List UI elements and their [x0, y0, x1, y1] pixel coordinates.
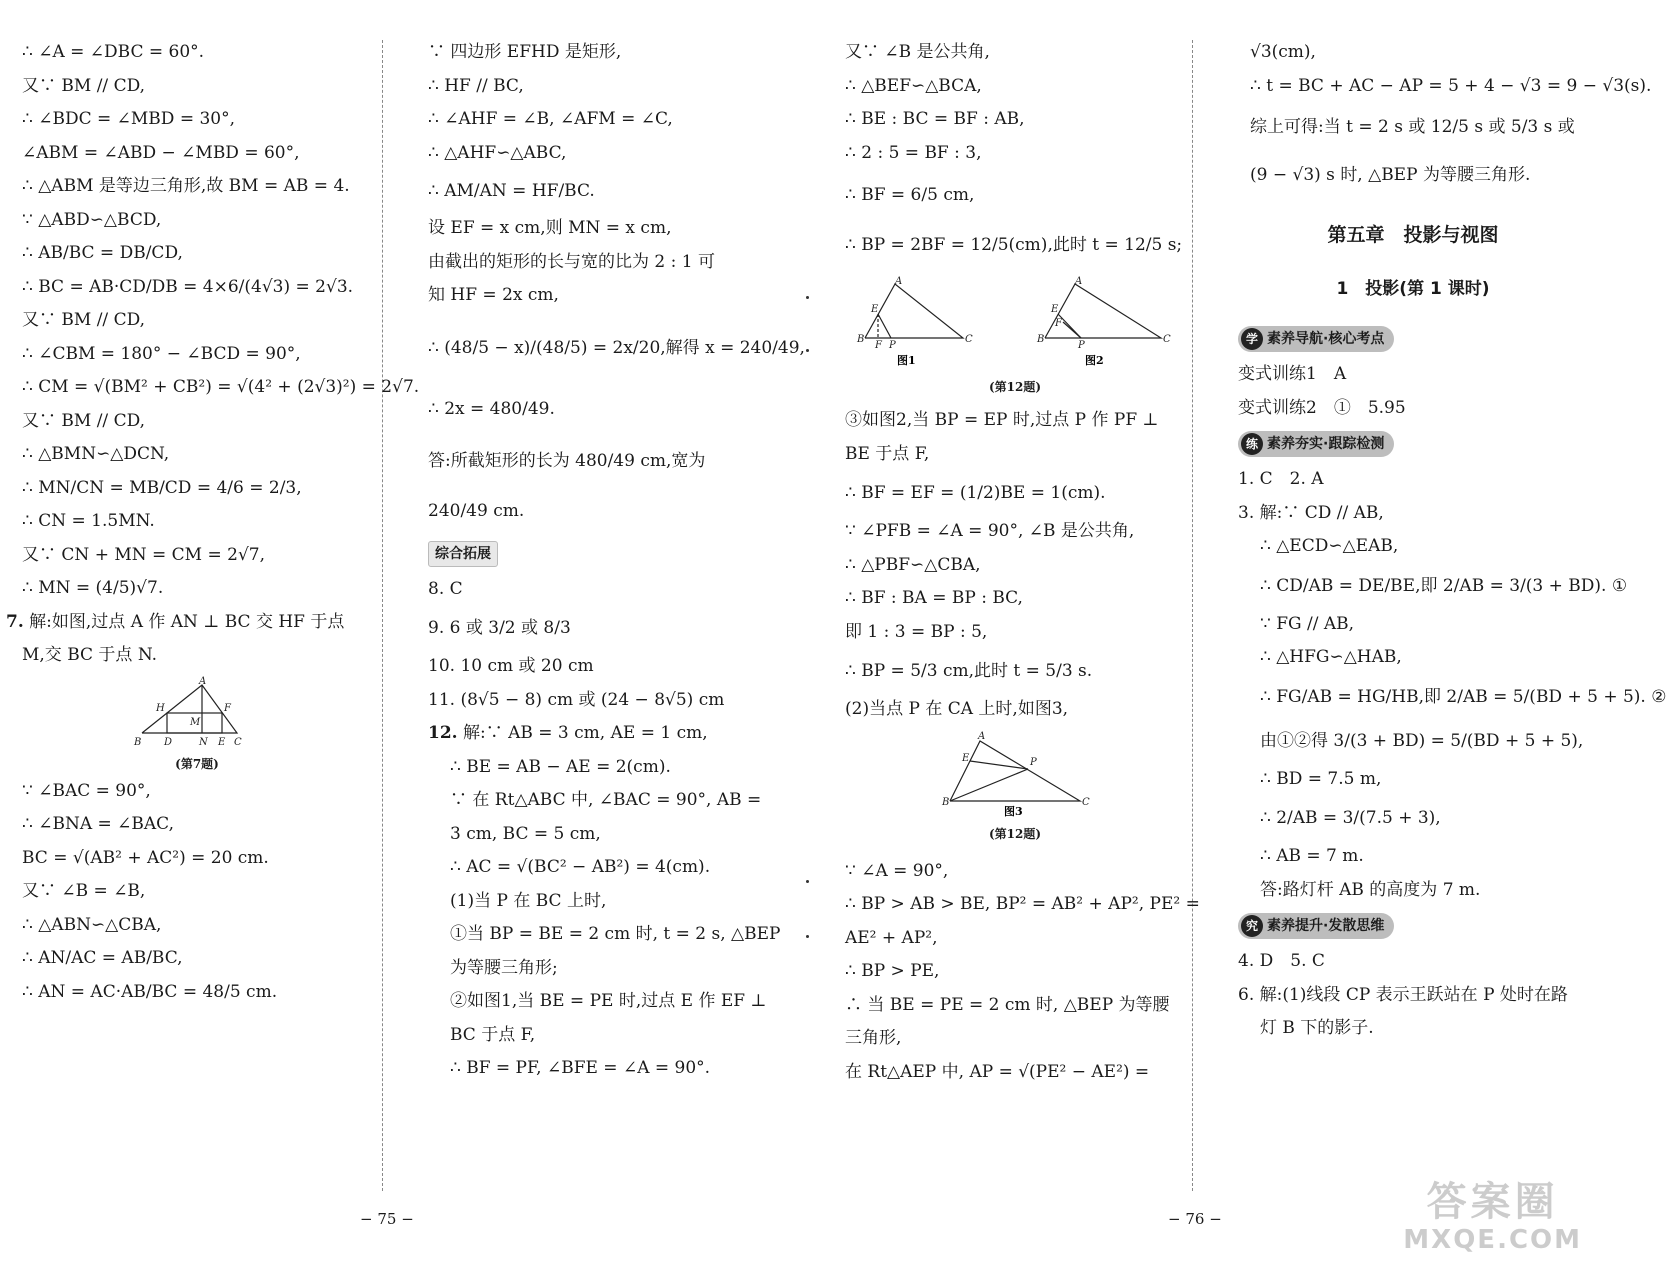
- text-line: ∴ BC = AB·CD/DB = 4×6/(4√3) = 2√3.: [22, 276, 354, 297]
- text-line: BE 于点 F,: [845, 443, 930, 464]
- study-icon: 学: [1241, 328, 1263, 350]
- text-line: ∵ 四边形 EFHD 是矩形,: [428, 42, 622, 62]
- text-line: AE² + AP²,: [845, 927, 938, 948]
- question-number: 7.: [6, 611, 24, 632]
- text-line: ∴ t = BC + AC − AP = 5 + 4 − √3 = 9 − √3(s).: [1250, 75, 1652, 96]
- question-7: [6, 606, 372, 640]
- text-line: ∴ △AHF∽△ABC,: [428, 142, 567, 163]
- label-e: E: [962, 752, 970, 764]
- text-line: ∴ 2/AB = 3/(7.5 + 3),: [1260, 808, 1441, 828]
- text-line: 设 EF = x cm,则 MN = x cm,: [428, 218, 672, 238]
- text-line: ∴ AN = AC·AB/BC = 48/5 cm.: [22, 981, 278, 1002]
- text-line: ∴ AB = 7 m.: [1260, 846, 1364, 866]
- label-a: A: [978, 730, 986, 742]
- text-line: ∴ CM = √(BM² + CB²) = √(4² + (2√3)²) = 2√7.: [22, 377, 420, 397]
- label-p: P: [889, 340, 896, 351]
- watermark-url: MXQE.COM: [1403, 1225, 1582, 1255]
- text-line: ∴ 2 : 5 = BF : 3,: [845, 142, 982, 163]
- text-line: ∠ABM = ∠ABD − ∠MBD = 60°,: [22, 142, 300, 163]
- text-line: 解:如图,过点 A 作 AN ⊥ BC 交 HF 于点: [29, 611, 345, 632]
- text-line: ∴ △BMN∽△DCN,: [22, 444, 170, 464]
- text-line: (1)当 P 在 BC 上时,: [450, 890, 607, 911]
- text-line: ②如图1,当 BE = PE 时,过点 E 作 EF ⊥: [450, 991, 767, 1011]
- text-line: ∴ ∠CBM = 180° − ∠BCD = 90°,: [22, 343, 301, 364]
- label-b: B: [134, 736, 142, 748]
- text-line: ∵ 在 Rt△ABC 中, ∠BAC = 90°, AB =: [450, 790, 762, 810]
- figure-caption: (第7题): [175, 756, 219, 771]
- text-line: ∴ BE : BC = BF : AB,: [845, 109, 1025, 129]
- text-line: ∴ BP > AB > BE, BP² = AB² + AP², PE² =: [845, 894, 1200, 914]
- text-line: 在 Rt△AEP 中, AP = √(PE² − AE²) =: [845, 1061, 1150, 1082]
- column-2: [428, 36, 805, 1086]
- label-d: D: [164, 736, 173, 748]
- badge-label: 素养提升·发散思维: [1267, 918, 1385, 934]
- label-p: P: [1030, 756, 1037, 768]
- margin-dot: [806, 880, 809, 883]
- column-3: [845, 36, 1200, 1089]
- text-line: ∵ FG // AB,: [1260, 613, 1355, 634]
- text-line: 又∵ BM // CD,: [22, 310, 146, 330]
- section-badge-3: [1238, 913, 1394, 939]
- text-line: ∴ △PBF∽△CBA,: [845, 554, 981, 575]
- text-line: ∴ HF // BC,: [428, 75, 524, 96]
- label-h: H: [156, 702, 165, 714]
- label-c: C: [965, 334, 973, 345]
- fig1-label: 图1: [897, 354, 916, 367]
- text-line: ∴ AM/AN = HF/BC.: [428, 181, 595, 201]
- text-line: 变式训练1 A: [1238, 364, 1347, 384]
- answer-line: 11. (8√5 − 8) cm 或 (24 − 8√5) cm: [428, 689, 725, 710]
- text-line: 又∵ ∠B 是公共角,: [845, 42, 990, 62]
- text-line: ∴ CD/AB = DE/BE,即 2/AB = 3/(3 + BD). ①: [1260, 575, 1628, 596]
- text-line: ∴ △ECD∽△EAB,: [1260, 536, 1399, 556]
- figure-caption: (第12题): [988, 380, 1042, 394]
- fig2-label: 图2: [1085, 354, 1104, 367]
- answer-line: 8. C: [428, 578, 463, 599]
- fig3-label: 图3: [1004, 804, 1023, 818]
- section-badge-1: [1238, 326, 1394, 352]
- text-line: 三角形,: [845, 1028, 902, 1048]
- label-b: B: [857, 334, 865, 345]
- question-number: 12.: [428, 723, 458, 743]
- margin-dot: [806, 349, 809, 352]
- figure-12-2-lines: [1045, 284, 1161, 338]
- text-line: (2)当点 P 在 CA 上时,如图3,: [845, 699, 1069, 719]
- text-line: ∴ MN = (4/5)√7.: [22, 578, 164, 598]
- lesson-title: 1 投影(第 1 课时): [1336, 278, 1490, 299]
- text-line: ∴ ∠A = ∠DBC = 60°.: [22, 42, 205, 62]
- figure-12-3-lines: [950, 741, 1080, 801]
- text-line: ∴ ∠AHF = ∠B, ∠AFM = ∠C,: [428, 109, 673, 129]
- text-line: ∴ FG/AB = HG/HB,即 2/AB = 5/(BD + 5 + 5). ②: [1260, 686, 1666, 707]
- badge-label: 素养导航·核心考点: [1267, 331, 1385, 347]
- text-line: 灯 B 下的影子.: [1260, 1018, 1374, 1038]
- explore-icon: 究: [1241, 915, 1263, 937]
- text-line: ∴ ∠BNA = ∠BAC,: [22, 814, 174, 834]
- figure-12-1-and-2: [845, 276, 1175, 372]
- text-line: ∴ AN/AC = AB/BC,: [22, 948, 183, 968]
- label-e: E: [871, 304, 879, 315]
- chapter-title: 第五章 投影与视图: [1327, 224, 1499, 246]
- label-n: N: [199, 736, 208, 748]
- text-line: ∵ △ABD∽△BCD,: [22, 209, 162, 230]
- text-line: BC 于点 F,: [450, 1024, 536, 1045]
- text-line: ∴ BP > PE,: [845, 961, 940, 981]
- text-line: ∴ BF = 6/5 cm,: [845, 185, 975, 205]
- section-badge-2: [1238, 431, 1394, 457]
- text-line: 又∵ BM // CD,: [22, 75, 146, 96]
- label-f: F: [1055, 318, 1062, 329]
- answer-line: 1. C 2. A: [1238, 469, 1324, 489]
- label-b: B: [1037, 334, 1045, 345]
- text-line: 3 cm, BC = 5 cm,: [450, 823, 601, 844]
- text-line: ∴ BF = PF, ∠BFE = ∠A = 90°.: [450, 1058, 711, 1078]
- page-number-right: − 76 −: [1168, 1210, 1222, 1228]
- text-line: 又∵ ∠B = ∠B,: [22, 881, 146, 901]
- text-line: ∴ AC = √(BC² − AB²) = 4(cm).: [450, 857, 711, 877]
- answer-line: 9. 6 或 3/2 或 8/3: [428, 618, 571, 638]
- text-line: ∴ BP = 5/3 cm,此时 t = 5/3 s.: [845, 661, 1093, 681]
- text-line: 由截出的矩形的长与宽的比为 2 : 1 可: [428, 251, 715, 272]
- text-line: 6. 解:(1)线段 CP 表示王跃站在 P 处时在路: [1238, 984, 1568, 1005]
- column-4: [1238, 36, 1666, 1046]
- watermark-logo-text: 答案圈: [1426, 1179, 1559, 1225]
- text-line: (9 − √3) s 时, △BEP 为等腰三角形.: [1250, 165, 1531, 185]
- label-e: E: [1051, 304, 1059, 315]
- label-c: C: [1163, 334, 1171, 345]
- text-line: ①当 BP = BE = 2 cm 时, t = 2 s, △BEP: [450, 924, 781, 944]
- figure-q7: [132, 677, 262, 749]
- text-line: 即 1 : 3 = BP : 5,: [845, 621, 988, 642]
- label-p: P: [1078, 340, 1085, 351]
- badge-label: 素养夯实·跟踪检测: [1267, 436, 1385, 452]
- text-line: 答:所截矩形的长为 480/49 cm,宽为: [428, 450, 706, 471]
- text-line: √3(cm),: [1250, 42, 1316, 62]
- page-number-left: − 75 −: [360, 1210, 414, 1228]
- text-line: ∵ ∠BAC = 90°,: [22, 780, 151, 801]
- text-line: 变式训练2 ① 5.95: [1238, 397, 1406, 418]
- text-line: 又∵ CN + MN = CM = 2√7,: [22, 544, 266, 565]
- margin-dot: [806, 935, 809, 938]
- label-f: F: [875, 340, 882, 351]
- label-c: C: [234, 736, 242, 748]
- section-label: 综合拓展: [428, 541, 498, 567]
- label-b: B: [942, 796, 950, 808]
- text-line: 综上可得:当 t = 2 s 或 12/5 s 或 5/3 s 或: [1250, 117, 1575, 137]
- text-line: ∴ △HFG∽△HAB,: [1260, 647, 1402, 667]
- text-line: ∴ △BEF∽△BCA,: [845, 75, 982, 96]
- text-line: M,交 BC 于点 N.: [22, 645, 158, 665]
- text-line: ∴ AB/BC = DB/CD,: [22, 243, 183, 263]
- label-a: A: [1075, 276, 1083, 287]
- text-line: ∴ CN = 1.5MN.: [22, 511, 155, 531]
- practice-icon: 练: [1241, 433, 1263, 455]
- text-line: ∴ BE = AB − AE = 2(cm).: [450, 756, 671, 777]
- text-line: ∴ (48/5 − x)/(48/5) = 2x/20,解得 x = 240/49,: [428, 337, 805, 358]
- text-line: 知 HF = 2x cm,: [428, 285, 559, 305]
- label-e: E: [218, 736, 226, 748]
- text-line: ∴ △ABN∽△CBA,: [22, 914, 162, 935]
- label-a: A: [199, 675, 207, 687]
- text-line: 解:∵ AB = 3 cm, AE = 1 cm,: [462, 723, 708, 743]
- text-line: BC = √(AB² + AC²) = 20 cm.: [22, 847, 269, 868]
- text-line: 由①②得 3/(3 + BD) = 5/(BD + 5 + 5),: [1260, 730, 1584, 751]
- text-line: ③如图2,当 BP = EP 时,过点 P 作 PF ⊥: [845, 410, 1159, 430]
- answer-line: 10. 10 cm 或 20 cm: [428, 656, 594, 676]
- answer-line: 4. D 5. C: [1238, 951, 1325, 971]
- text-line: ∵ ∠A = 90°,: [845, 860, 949, 881]
- text-line: ∵ ∠PFB = ∠A = 90°, ∠B 是公共角,: [845, 521, 1135, 541]
- figure-caption: (第12题): [988, 826, 1042, 841]
- label-f: F: [224, 702, 231, 714]
- column-divider-1: [382, 40, 383, 1191]
- figure-12-3: [940, 731, 1090, 819]
- label-c: C: [1082, 796, 1090, 808]
- column-1: [6, 36, 420, 1009]
- text-line: ∴ ∠BDC = ∠MBD = 30°,: [22, 109, 236, 129]
- question-12: [428, 717, 788, 751]
- margin-dot: [806, 296, 809, 299]
- text-line: 240/49 cm.: [428, 500, 525, 521]
- text-line: ∴ BD = 7.5 m,: [1260, 768, 1382, 789]
- text-line: ∴ 当 BE = PE = 2 cm 时, △BEP 为等腰: [845, 994, 1170, 1015]
- watermark: [1403, 1179, 1582, 1255]
- label-a: A: [895, 276, 903, 287]
- text-line: ∴ MN/CN = MB/CD = 4/6 = 2/3,: [22, 477, 302, 498]
- text-line: 答:路灯杆 AB 的高度为 7 m.: [1260, 879, 1481, 900]
- column-divider-3: [1192, 40, 1193, 1191]
- label-m: M: [190, 716, 201, 728]
- text-line: ∴ △ABM 是等边三角形,故 BM = AB = 4.: [22, 176, 350, 196]
- text-line: 又∵ BM // CD,: [22, 410, 146, 431]
- text-line: ∴ BF : BA = BP : BC,: [845, 588, 1023, 608]
- text-line: ∴ BP = 2BF = 12/5(cm),此时 t = 12/5 s;: [845, 235, 1183, 255]
- text-line: ∴ 2x = 480/49.: [428, 398, 555, 419]
- text-line: ∴ BF = EF = (1/2)BE = 1(cm).: [845, 483, 1106, 503]
- text-line: 3. 解:∵ CD // AB,: [1238, 502, 1384, 523]
- figure-12-1-lines: [865, 284, 963, 338]
- text-line: 为等腰三角形;: [450, 957, 558, 978]
